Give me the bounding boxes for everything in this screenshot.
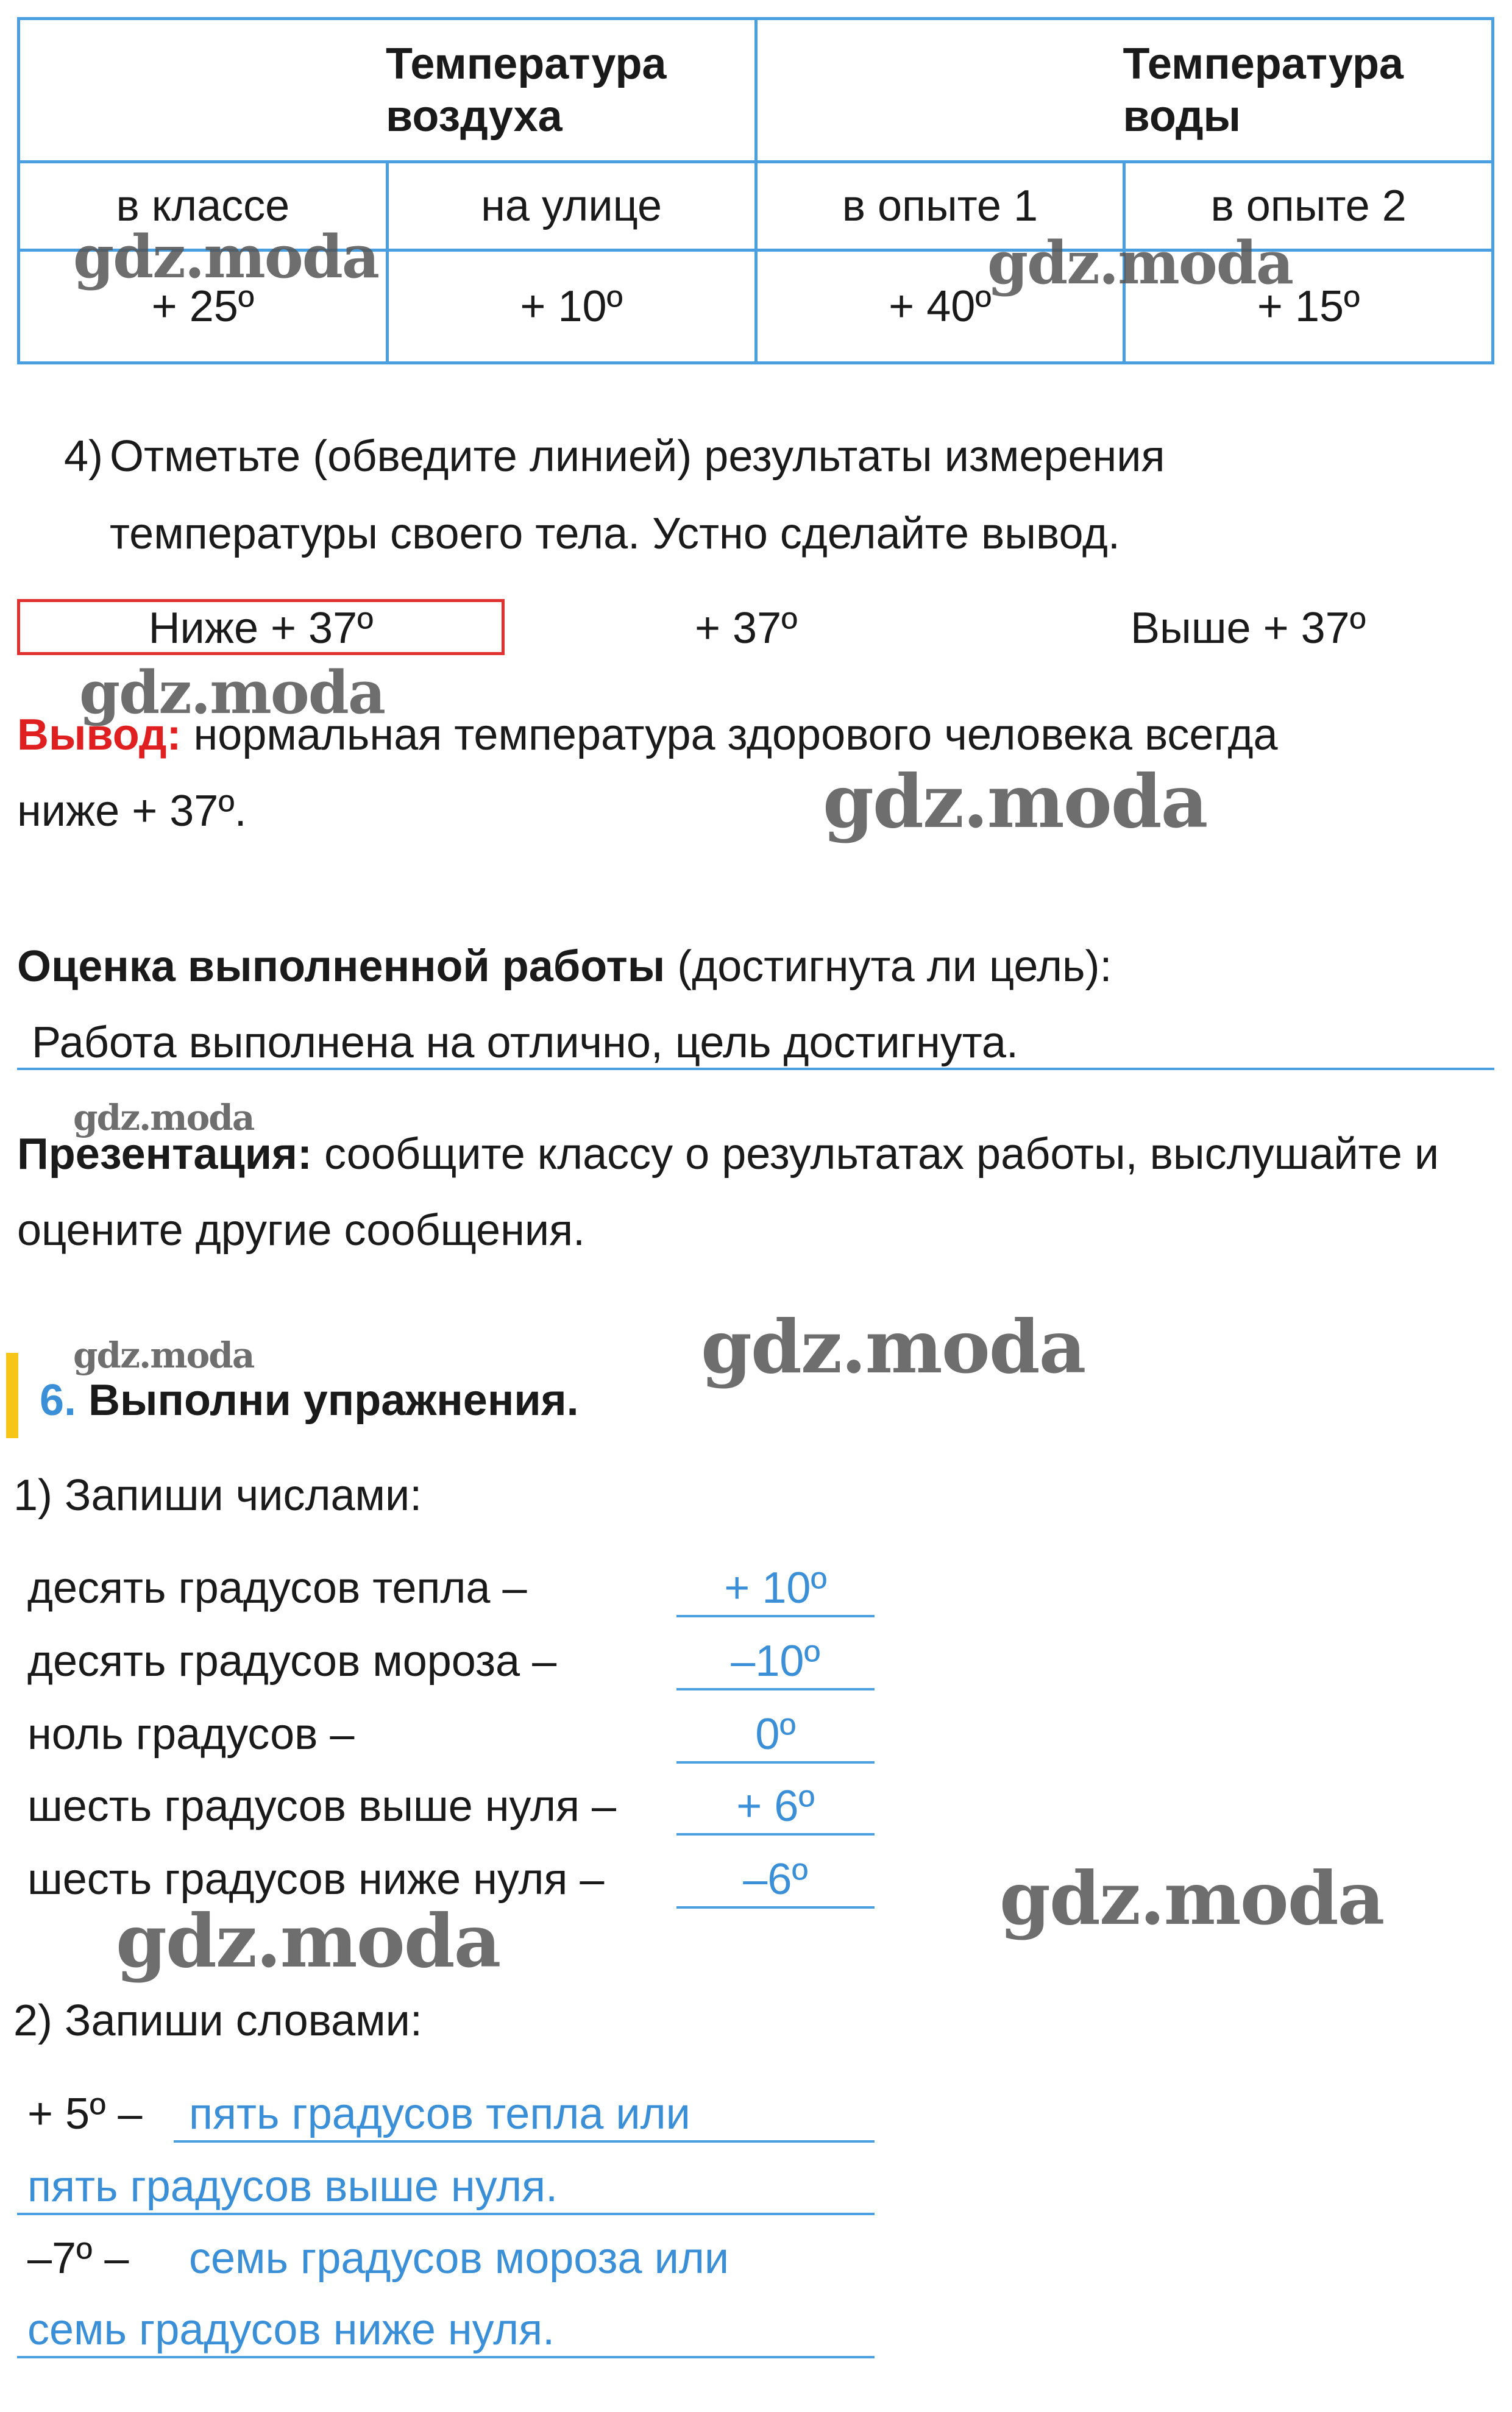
ex2-answer-1-rule2 [17, 2213, 875, 2215]
ex1-question-1: десять градусов тепла – [27, 1564, 527, 1612]
ex1-question-4: шесть градусов выше нуля – [27, 1782, 616, 1831]
ex1-answer-3: 0º [755, 1710, 796, 1759]
presentation-label: Презентация: [17, 1130, 312, 1179]
header-water-temperature: Температура воды [756, 19, 1493, 162]
ex1-answer-1: + 10º [724, 1564, 827, 1612]
ex2-title: 2) Запиши словами: [13, 1996, 422, 2045]
value-experiment-2: + 15º [1124, 250, 1493, 363]
value-experiment-1: + 40º [756, 250, 1124, 363]
ex1-answer-line-2 [676, 1688, 875, 1690]
task4-line2: температуры своего тела. Устно сделайте вывод. [110, 509, 1120, 558]
presentation-text1: сообщите классу о результатах работы, выслушайте и [311, 1130, 1439, 1179]
watermark-5: gdz.moda [73, 1097, 254, 1138]
watermark-8: gdz.moda [999, 1856, 1384, 1942]
option-above-37: Выше + 37º [1130, 604, 1366, 653]
evaluation-answer: Работа выполнена на отлично, цель достигнута. [32, 1018, 1018, 1067]
ex2-answer-2-line1: семь градусов мороза или [189, 2234, 729, 2283]
evaluation-rest: (достигнута ли цель): [665, 942, 1112, 991]
watermark-2: gdz.moda [987, 229, 1293, 297]
ex1-question-2: десять градусов мороза – [27, 1637, 557, 1686]
ex2-answer-1-rule1 [174, 2140, 875, 2143]
ex2-answer-1-line2: пять градусов выше нуля. [27, 2162, 558, 2211]
ex1-answer-line-1 [676, 1615, 875, 1617]
evaluation-label: Оценка выполненной работы [17, 942, 665, 991]
ex1-answer-line-5 [676, 1906, 875, 1909]
ex1-answer-5: –6º [743, 1855, 808, 1904]
presentation-line2: оцените другие сообщения. [17, 1206, 586, 1255]
value-classroom: + 25º [19, 250, 388, 363]
option-equal-37: + 37º [695, 604, 798, 653]
temperature-table [17, 17, 1494, 364]
watermark-9: gdz.moda [116, 1898, 500, 1984]
section6-title: Выполни упражнения. [76, 1376, 579, 1425]
ex2-question-2: –7º – [27, 2234, 129, 2283]
ex1-answer-4: + 6º [736, 1782, 815, 1831]
section6-number: 6. [40, 1376, 77, 1425]
conclusion-line2: ниже + 37º. [17, 787, 247, 835]
ex2-question-1: + 5º – [27, 2090, 143, 2138]
subheader-classroom: в классе [19, 162, 388, 250]
presentation-line1 [17, 1130, 1439, 1179]
evaluation-answer-line [17, 1068, 1494, 1070]
ex1-answer-2: –10º [731, 1637, 820, 1686]
watermark-7: gdz.moda [701, 1304, 1085, 1390]
section-marker-bar [6, 1353, 18, 1438]
ex1-question-3: ноль градусов – [27, 1710, 355, 1759]
subheader-outside: на улице [387, 162, 756, 250]
task4-number: 4) [64, 432, 104, 481]
ex1-answer-line-3 [676, 1761, 875, 1764]
section6-heading [40, 1376, 579, 1425]
ex2-answer-1-line1: пять градусов тепла или [189, 2090, 690, 2138]
ex1-question-5: шесть градусов ниже нуля – [27, 1855, 605, 1904]
evaluation-line [17, 942, 1112, 991]
subheader-experiment-2: в опыте 2 [1124, 162, 1493, 250]
watermark-3: gdz.moda [79, 658, 385, 727]
task4-line1: Отметьте (обведите линией) результаты измерения [110, 432, 1165, 481]
ex1-title: 1) Запиши числами: [13, 1471, 422, 1520]
watermark-6: gdz.moda [73, 1335, 254, 1376]
ex2-answer-2-line2: семь градусов ниже нуля. [27, 2305, 555, 2354]
watermark-1: gdz.moda [73, 222, 379, 291]
subheader-experiment-1: в опыте 1 [756, 162, 1124, 250]
watermark-4: gdz.moda [823, 759, 1207, 845]
value-outside: + 10º [387, 250, 756, 363]
ex1-answer-line-4 [676, 1833, 875, 1836]
header-air-temperature: Температура воздуха [19, 19, 756, 162]
conclusion-label: Вывод: [17, 711, 182, 759]
option-below-37: Ниже + 37º [148, 604, 374, 653]
ex2-answer-2-rule2 [17, 2356, 875, 2358]
conclusion-text1: нормальная температура здорового человека всегда [181, 711, 1278, 759]
